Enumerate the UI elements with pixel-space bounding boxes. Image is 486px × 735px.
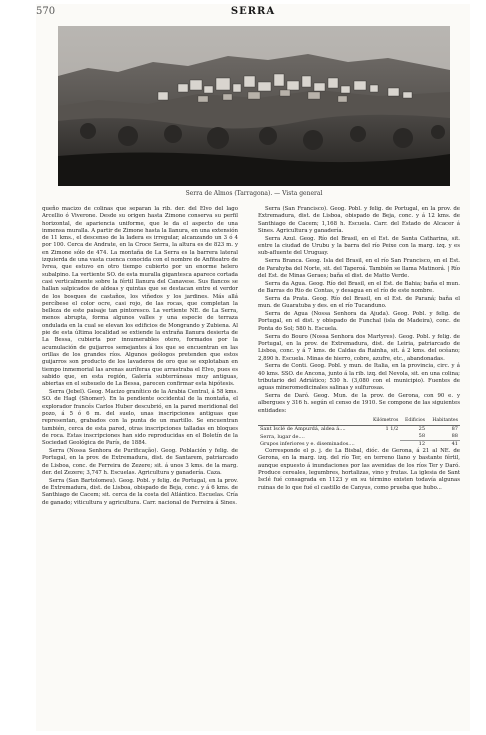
table-cell: 1 1/2: [385, 426, 399, 433]
table-header: Kilómetros: [368, 417, 401, 426]
entry-serra-branca: Serra Branca. Geog. Isla del Brasil, en el río San Francisco, en el Est. de Parahyba del Norte, sit. del Taperoá. También se llama Matinorá. | Río del Est. de Minas Geraes; baña el dist. de Matto Verde.: [258, 258, 460, 279]
entry-serra-da-prata: Serra da Prata. Geog. Río del Brasil, en el Est. de Paraná; baña el mun. de Guaratuba y des. en el río Tucanduno.: [258, 295, 460, 310]
table-cell: 41: [451, 441, 458, 448]
left-column: [42, 206, 238, 508]
table-cell: 12: [418, 441, 426, 448]
entry-jebel: Serra (Jebel). Geog. Macizo granítico de la Arabia Central, á 58 kms. SO. de Hagl (Shomer). En la pendiente occidental de la montaña, el explorador francés Carlos Huber descubrió, en la pared meridional del pozo, á 5 ó 6 m. del suelo, unas inscripciones antiguas que representan, grabados con la punta de un martillo. Se encuentran también, cerca de esta pared, otras inscripciones talladas en bloques de roca. Estas inscripciones han sido reproducidas en el Boletín de la Sociedad Geológica de París, de 1884.: [42, 389, 238, 447]
page-number: 570: [36, 6, 56, 17]
entry-serra-azul: Serra Azul. Geog. Río del Brasil, en el Est. de Santa Catharina, sit. entre la ciudad de Urubu y la barra del río Peixe con la marg. izq. y es sub-afluente del Uruguay.: [258, 235, 460, 257]
landscape-photo: [58, 26, 450, 186]
table-cell: 25: [418, 426, 426, 433]
table-cell: [368, 433, 401, 441]
table-cell: Sant Isclé de Ampurdá, aldea á....: [260, 426, 346, 433]
page-header: [36, 4, 470, 22]
table-row: [258, 426, 460, 434]
document-page: [36, 4, 470, 731]
table-header-row: [258, 417, 460, 426]
entry-serra-do-bouro: Serra do Bouro (Nossa Senhora dos Martyres). Geog. Pobl. y felig. de Portugal, en la prov. de Extremadura, dist. de Leiria, patriarcado de Lisboa, conc. y á 7 kms. de Caldas da Rainha, sit. á 2 kms. del océano; 2,890 h. Escuela. Minas de hierro, cobre, azufre, etc., abandonadas.: [258, 333, 460, 362]
table-cell: Serra, lugar de....: [260, 433, 305, 440]
entry-serra-de-agua: Serra de Agua (Nossa Senhora da Ajuda). Geog. Pobl. y felig. de Portugal, en el dist. y obispado de Funchal (isla de Madeira), conc. de Ponta do Sol; 580 h. Escuela.: [258, 311, 460, 332]
paragraph: queño macizo de colinas que separan la rib. der. del Elvo del lago Arcellio ó Viverone. Desde su origen hasta Zimone conserva su perfil horizontal, de apariencia uniforme, que le da el aspecto de una inmensa muralla. A partir de Zimone hasta la llanura, en una extensión de 11 kms., el descenso de la ladera es irregular, alcanzando un 3 ó 4 por 100. Cerca de Andrate, en la Croce Serra, la altura es de 823 m. y en Zimone sólo de 474. La montaña de La Serra es la barrera lateral izquierda de una vasta cuenca conocida con el nombre de Anfiteatro de Ivrea, que estuvo en otro tiempo cubierto por un enorme helero subalpino. La vertiente SO. de esta muralla gigantesca aparece cortada casi verticalmente sobre la fértil llanura del Canavese. Sus flancos se hallan salpicados de aldeas y quintas que se destacan entre el verdor de los bosques de castaños, los viñedos y los jardines. Más allá percíbese el color ocre, casi rojo, de las rocas, que completan la belleza de este paisaje tan pintoresco. La vertiente NE. de La Serra, menos abrupta, forma algunos valles y una especie de terraza ondulada en la cual se elevan los edificios de Mongrando y Zubiena. Al pie de esta última localidad se extiende la extraña llanura desierta de La Bessa, cubierta por innumerables otero, formados por la acumulación de guijarros semejantes á los que se encuentran en las orillas de los grandes ríos. Algunos geólogos pretenden que estos guijarros son producto de los lavaderos de oro que se explotaban en tiempo inmemorial las arenas auríferas que arrastraba el Elvo, pues es sabido que, en esta región, Galería subterráneas muy antiguas, abiertas en el subsuelo de La Bessa, parecen confirmar esta hipótesis.: [42, 206, 239, 388]
table-header: [258, 417, 368, 426]
table-row: [258, 433, 460, 441]
table-note: Corresponde el p. j. de La Bisbal, dióc. de Gerona, á 21 al NE. de Gerona, en la marg. izq. del río Ter, en terreno llano y bastante fértil, aunque expuesto á inundaciones por las avenidas de los ríos Ter y Daró. Produce cereales, legumbres, hortalizas, vino y frutas. La iglesia de Sant Isclé fué consagrada en 1123 y en su término existen todavía algunas ruinas de lo que fué el castillo de Canyus, como prueba que hubo...: [258, 448, 460, 491]
table-cell: Grupos inferiores y e. diseminados....: [260, 441, 355, 448]
entities-table: [258, 417, 460, 448]
right-column: [258, 206, 460, 492]
table-header: Edificios: [400, 417, 427, 426]
table-header: Habitantes: [427, 417, 460, 426]
entry-purificacao: Serra (Nossa Senhora de Purificação). Geog. Población y felig. de Portugal, en la prov. de Extremadura, dist. de Santarem, patriarcado de Lisboa, conc. de Ferreira de Zezere; sit. á unos 3 kms. de la marg. der. del Zezere; 3,747 h. Escuelas. Agricultura y ganadería. Caza.: [42, 447, 238, 476]
photo-illustration: [58, 26, 450, 186]
table-cell: 87: [451, 426, 458, 433]
entry-serra-de-daro: Serra de Daró. Geog. Mun. de la prov. de Gerona, con 90 e. y albergues y 316 h. según el censo de 1910. Se compone de las siguientes entidades:: [258, 393, 460, 414]
table-cell: [368, 441, 401, 449]
entry-serra-da-agua: Serra da Agua. Geog. Río del Brasil, en el Est. de Bahia; baña el mun. de Barras do Rio de Contas, y desagua en el río de este nombre.: [258, 280, 460, 295]
running-title: SERRA: [230, 6, 276, 17]
entry-san-bartolomeu: Serra (San Bartolomeu). Geog. Pobl. y felig. de Portugal, en la prov. de Extremadura, dist. de Lisboa, obispado de Beja, conc. y á 6 kms. de Santhiago de Cacem; sit. cerca de la costa del Atlántico. Escuelas. Cría de ganado; viticultura y agricultura. Carr. nacional de Ferreira á Sines.: [42, 477, 238, 506]
photo-caption: Serra de Almos (Tarragona). — Vista general: [185, 190, 323, 197]
entry-san-francisco: Serra (San Francisco). Geog. Pobl. y felig. de Portugal, en la prov. de Extremadura, dist. de Lisboa, obispado de Beja, conc. y á 12 kms. de Santhiago de Cacem; 1,168 h. Escuela. Carr. del Estado de Alcacer á Sines. Agricultura y ganadería.: [258, 206, 460, 234]
table-row: [258, 441, 460, 449]
table-cell: 88: [427, 433, 460, 441]
entry-serra-de-conti: Serra de Conti. Geog. Pobl. y mun. de Italia, en la provincia, circ. y á 40 kms. SSO. de Ancona, junto á la rib. izq. del Nevola, sit. en una colina; tributario del Adriático; 530 h. (3,080 con el municipio). Fuentes de aguas mineromedicinales salinas y sulfurosas.: [258, 363, 460, 392]
table-cell: 58: [400, 433, 427, 441]
